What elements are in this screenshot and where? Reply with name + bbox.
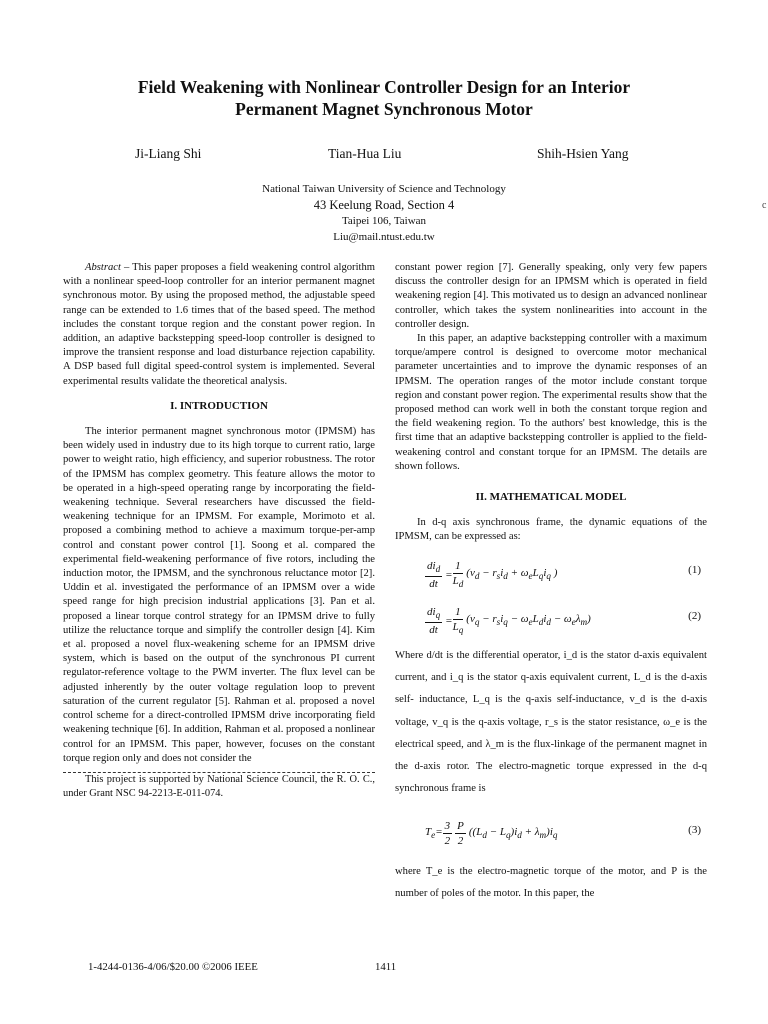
right-column: [395, 261, 707, 905]
section-heading-model: II. MATHEMATICAL MODEL: [475, 491, 627, 504]
affiliation-email: Liu@mail.ntust.edu.tw: [333, 231, 435, 243]
affiliation-city: Taipei 106, Taiwan: [341, 215, 427, 227]
right-paragraph-3: In d-q axis synchronous frame, the dynamic equations of the IPMSM, can be expressed as:: [395, 517, 707, 543]
right-paragraph-2: In this paper, an adaptive backstepping controller with a maximum torque/ampere control is designed to overcome motor mechanical parameter uncertainties and to improve the dynamic responses of an IPMSM. The operation ranges of the motor include constant torque region and constant power region. The experimental results show that the proposed method can work well in both the constant torque region and the field weakening region. To the authors' best knowledge, this is the first time that an adaptive backstepping controller is applied to the field-weakening control and constant torque for an IPMSM. The details are shown follows.: [395, 333, 707, 472]
section-heading-introduction: I. INTRODUCTION: [170, 399, 268, 412]
author-2: Tian-Hua Liu: [328, 146, 402, 161]
author-3: Shih-Hsien Yang: [537, 146, 629, 161]
affiliation-address: 43 Keelung Road, Section 4: [313, 198, 455, 212]
left-column: [63, 261, 375, 801]
affiliation-university: National Taiwan University of Science and Technology: [262, 183, 506, 195]
cropped-edge-text: c: [762, 200, 767, 211]
equation-3-number: (3): [688, 823, 701, 836]
equation-1: $\frac{di_d}{dt}$ = $\frac{1}{L_d}$ ($v_d - r_si_d + \omega_eL_qi_q$ ) (1): [427, 559, 701, 591]
right-paragraph-4: Where d/dt is the differential operator, i_d is the stator d-axis equivalent current, and i_q is the stator q-axis equivalent current, L_d is the d-axis self- inductance, L_q is the q-axis self-inductance, v_d is the d-axis voltage, v_q is the q-axis voltage, r_s is the stator resistance, ω_e is the electrical speed, and λ_m is the flux-linkage of the permanent magnet in the d-axis rotor. The electro-magnetic torque expressed in the d-q synchronous frame is: [395, 649, 707, 795]
page-number: 1411: [375, 961, 397, 973]
equation-2-number: (2): [688, 609, 701, 622]
equation-2: $\frac{di_q}{dt}$ = $\frac{1}{L_q}$ $(v_q - r_si_q - \omega_eL_di_d - \omega_e\lambda_m)$ (2): [427, 605, 701, 637]
abstract: [63, 261, 375, 389]
copyright-line: 1-4244-0136-4/06/$20.00 ©2006 IEEE: [88, 961, 258, 973]
title-line-2: Permanent Magnet Synchronous Motor: [235, 99, 533, 119]
introduction-text: The interior permanent magnet synchronous motor (IPMSM) has been widely used in industry due to its high torque to current ratio, large power to weight ratio, high efficiency, and superior robustness. The rotor of the IPMSM has complex geometry. This feature allows the motor to be operated in a high-speed operating range by incorporating the field-weakening technique. Several researchers have discussed the field-weakening technique for an IPMSM. For example, Morimoto et al. proposed a combining method to achieve a maximum torque-per-amp control and constant power control [1]. Soong et al. compared the experimental field-weakening performance of five rotors, including the induction motor, the IPMSM, and the synchronous reluctance motor [2]. Uddin et al. investigated the performance of an IPMSM over a wide speed range for high precision industrial applications [3]. Pan et al. proposed a linear torque control strategy for an IPMSM drive to fully utilize the reluctance torque and simplify the controller design [4]. Kim et al. proposed a novel flux-weakening scheme for an IPMSM drive system, which is based on the output of the synchronous PI current regulator-reference voltage to the PWM inverter. The flux level can be adjusted inherently by the outer voltage regulation loop to prevent saturation of the current regulator [5]. Rahman et al. proposed a novel control scheme for a direct-controlled IPMSM drive incorporating field weakening technique [6]. In addition, Rahman et al. proposed a nonlinear control for an IPMSM. This paper, however, focuses on the constant torque region only and does not consider the: [63, 426, 375, 764]
equation-3: $T_e=$ $\frac{3}{2}$ $\frac{P}{2}$ $((L_d - L_q)i_d + \lambda_m)i_q$ (3): [425, 819, 701, 847]
equation-1-number: (1): [688, 563, 701, 576]
abstract-text: – This paper proposes a field weakening control algorithm with a nonlinear speed-loop controller for an interior permanent magnet synchronous motor. By using the proposed method, the adjustable speed range can be extended to 1.6 times that of the based speed. The method includes the constant torque region and the constant power region. In addition, an adaptive backstepping speed-loop controller is designed to improve the transient response and load disturbance rejection capability. A DSP based full digital speed-control system is implemented. Several experimental results validate the theoretical analysis.: [63, 262, 375, 387]
right-paragraph-5: where T_e is the electro-magnetic torque of the motor, and P is the number of poles of the motor. In this paper, the: [395, 865, 707, 900]
abstract-label: Abstract: [85, 262, 121, 273]
affiliation: [0, 181, 768, 245]
footnote: This project is supported by National Science Council, the R. O. C., under Grant NSC 94-2213-E-011-074.: [63, 773, 375, 799]
title-line-1: Field Weakening with Nonlinear Controller Design for an Interior: [137, 77, 631, 97]
author-1: Ji-Liang Shi: [135, 146, 202, 161]
paper-title: [60, 76, 708, 120]
right-paragraph-1: constant power region [7]. Generally speaking, only very few papers discuss the controller design for an IPMSM which is operated in field weakening region [4]. This motivated us to design an advanced nonlinear controller, which takes the system nonlinearities into account in the controller design.: [395, 262, 707, 330]
